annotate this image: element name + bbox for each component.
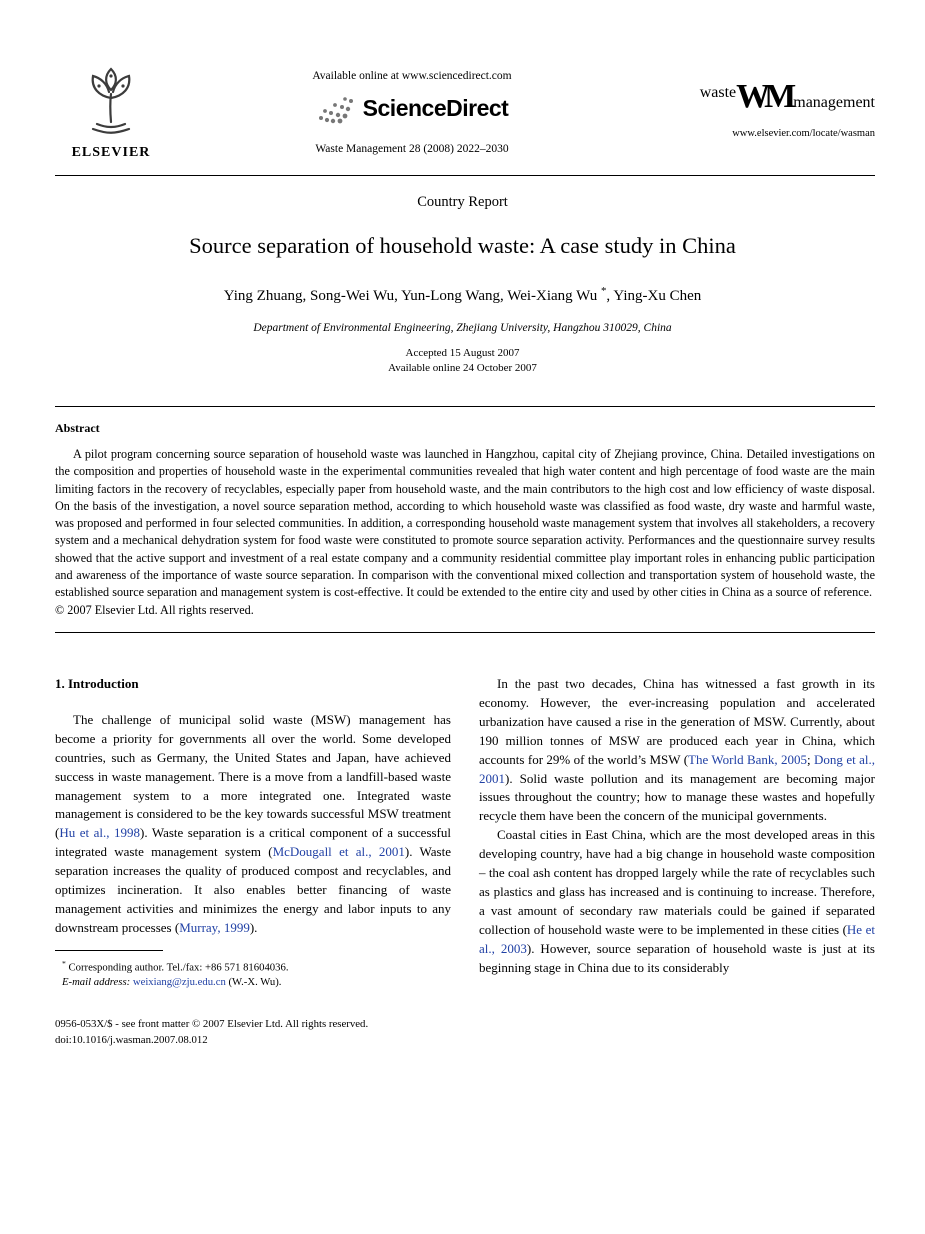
issn-line: 0956-053X/$ - see front matter © 2007 Elsevier Ltd. All rights reserved. — [55, 1018, 369, 1031]
text-segment: ). Solid waste pollution and its management are becoming major issues throughout the country; how to manage these wastes and hopefully recycle them have been the concern of the municipal governments. — [479, 770, 875, 824]
citation-link[interactable]: Hu et al., 1998 — [59, 825, 140, 841]
left-column — [55, 675, 451, 989]
abstract-section — [55, 421, 875, 619]
imprint-block — [55, 1017, 875, 1048]
doi-line: doi:10.1016/j.wasman.2007.08.012 — [55, 1033, 208, 1046]
footnote-block — [55, 938, 451, 990]
journal-citation: Waste Management 28 (2008) 2022–2030 — [315, 143, 509, 155]
email-link[interactable]: weixiang@zju.edu.cn — [132, 975, 226, 988]
header-center — [167, 64, 657, 155]
elsevier-tree-icon — [77, 64, 145, 138]
introduction-heading: 1. Introduction — [55, 675, 139, 691]
sciencedirect-logo-text: ScienceDirect — [362, 94, 509, 121]
accepted-date: Accepted 15 August 2007 — [405, 347, 520, 359]
text-segment: ). However, source separation of household waste is just at its beginning stage in China due to its considerably — [479, 940, 875, 975]
right-column — [479, 675, 875, 989]
paragraph — [479, 675, 875, 826]
text-segment: ). Waste separation increases the quality of produced compost and recyclables, and optimizes incineration. It also enables better financing of waste management activities and minimizes the energy and labor inputs to any downstream processes ( — [55, 844, 451, 935]
sciencedirect-dots-icon — [316, 91, 356, 125]
elsevier-logo — [55, 64, 167, 161]
text-segment: ; — [807, 751, 815, 767]
section-label: Country Report — [417, 194, 508, 210]
abstract-top-rule — [55, 406, 875, 407]
header-right — [657, 64, 875, 139]
text-segment: Coastal cities in East China, which are the most developed areas in this developing country, have had a big change in household waste composition – the coal ash content has dropped largely while the rate of recyclables such as plastics and glass has increased and is continuing to increase. Therefore, a vast amount of secondary raw materials could be gained if separated collection of household waste were to be implemented in these cities ( — [479, 827, 875, 937]
sciencedirect-logo — [316, 91, 509, 125]
paragraph — [55, 711, 451, 938]
paragraph — [479, 826, 875, 977]
body-columns — [55, 675, 875, 989]
text-segment: Corresponding author. Tel./fax: +86 571 81604036. — [65, 961, 289, 974]
waste-logo-word-management: management — [793, 94, 875, 111]
article-dates — [0, 346, 925, 376]
text-segment: Ying Zhuang, Song-Wei Wu, Yun-Long Wang, Wei-Xiang Wu — [223, 288, 601, 304]
footnote-rule — [55, 950, 163, 951]
title-block — [0, 194, 925, 376]
text-segment: , Ying-Xu Chen — [606, 288, 702, 304]
text-segment: * — [62, 958, 66, 968]
text-segment: * — [600, 285, 607, 297]
citation-link[interactable]: He et al., 2003 — [479, 921, 875, 956]
elsevier-logo-text: ELSEVIER — [71, 145, 151, 160]
author-list — [0, 285, 925, 305]
available-online-text: Available online at www.sciencedirect.com — [312, 70, 512, 82]
waste-logo-letter-m: M — [764, 78, 796, 115]
available-online-date: Available online 24 October 2007 — [388, 362, 537, 374]
text-segment: ). — [249, 919, 258, 935]
text-segment: ). Waste separation is a critical component of a successful integrated waste management system ( — [55, 825, 452, 860]
paper-title: Source separation of household waste: A case study in China — [189, 233, 736, 258]
copyright-line: © 2007 Elsevier Ltd. All rights reserved. — [55, 602, 254, 617]
journal-homepage-url: www.elsevier.com/locate/wasman — [732, 128, 875, 139]
affiliation: Department of Environmental Engineering, Zhejiang University, Hangzhou 310029, China — [253, 322, 672, 334]
text-segment: In the past two decades, China has witnessed a fast growth in its economy. However, the ever-increasing population and accelerated urbanization have caused a rise in the generation of MSW. Currently, about 190 million tonnes of MSW are produced each year in China, which accounts for 29% of the world’s MSW ( — [479, 675, 875, 767]
waste-logo-word-waste: waste — [699, 84, 737, 101]
abstract-bottom-rule — [55, 632, 875, 633]
citation-link[interactable]: The World Bank, 2005 — [688, 751, 808, 767]
citation-link[interactable]: McDougall et al., 2001 — [272, 844, 405, 860]
corresponding-author-note — [55, 957, 451, 975]
email-note — [55, 975, 451, 990]
abstract-heading: Abstract — [55, 421, 100, 435]
waste-logo-letter-w: W — [736, 78, 770, 115]
abstract-text: A pilot program concerning source separation of household waste was launched in Hangzhou, capital city of Zhejiang province, China. Detailed investigations on the composition and properties of household waste in the experimental communities revealed that high water content and high percentage of food waste are the main limiting factors in the recovery of recyclables, especially paper from household waste, and the main contributors to the high cost and low efficiency of waste disposal. On the basis of the investigation, a novel source separation method, according to which household waste was classified as food waste, dry waste and harmful waste, was proposed and performed in four selected communities. In addition, a corresponding household waste management system that involves all stakeholders, a recovery system and a mechanical dehydration system for food waste were constituted to promote source separation activity. Performances and the questionnaire survey results showed that the active support and investment of a real estate company and a community residential committee play important roles in enhancing public participation and awareness of the importance of waste source separation. In comparison with the conventional mixed collection and transportation system of household waste, the established source separation and management system is cost-effective. It could be extended to the entire city and used by other cities in China as a source of reference. — [55, 447, 875, 600]
text-segment: (W.-X. Wu). — [225, 975, 282, 988]
header-divider-rule — [55, 175, 875, 176]
waste-management-logo — [700, 78, 875, 116]
journal-header — [0, 0, 925, 161]
text-segment: E-mail address: — [62, 975, 131, 988]
citation-link[interactable]: Dong et al., 2001 — [479, 751, 875, 786]
text-segment: The challenge of municipal solid waste (MSW) management has become a priority for governments all over the world. Some developed countries, such as Germany, the United States and Japan, have achieved success in waste management. There is a move from a landfill-based waste management system to a more integrated one. Integrated waste management is considered to be the key towards successful MSW treatment ( — [55, 711, 451, 841]
citation-link[interactable]: Murray, 1999 — [179, 919, 250, 935]
